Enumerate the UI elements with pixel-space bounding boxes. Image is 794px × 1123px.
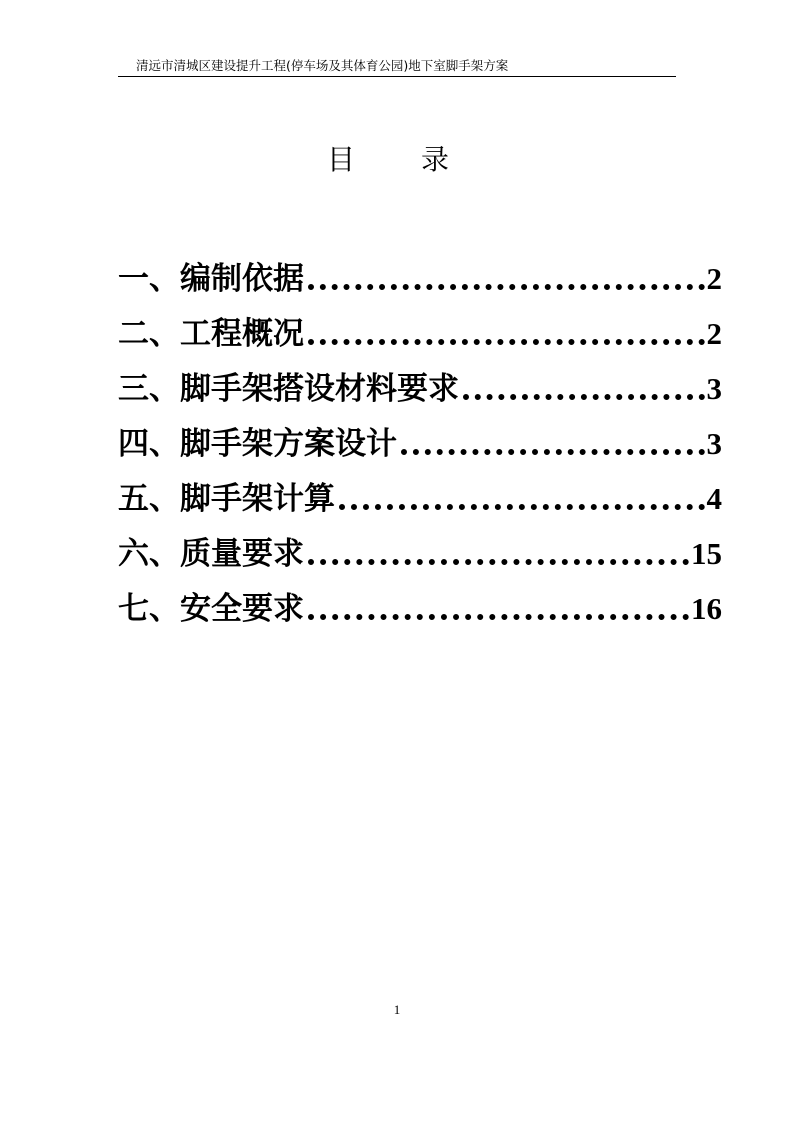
toc-dot-leader: [308, 559, 689, 565]
toc-entry-label: 四、脚手架方案设计: [118, 426, 397, 462]
toc-entry[interactable]: [118, 411, 722, 466]
toc-entry-page: 2: [706, 261, 722, 296]
toc-title-char-2: 录: [421, 143, 450, 176]
toc-entry-page: 3: [706, 371, 722, 406]
toc-dot-leader: [401, 449, 705, 455]
toc-title: [0, 140, 794, 180]
toc-entry[interactable]: [118, 246, 722, 301]
table-of-contents: [118, 246, 722, 631]
toc-dot-leader: [308, 339, 705, 345]
toc-entry-label: 六、质量要求: [118, 536, 304, 572]
toc-entry-label: 一、编制依据: [118, 261, 304, 297]
toc-entry-page: 16: [691, 591, 722, 626]
toc-dot-leader: [463, 394, 705, 400]
toc-entry[interactable]: [118, 301, 722, 356]
toc-dot-leader: [308, 284, 705, 290]
toc-entry-page: 15: [691, 536, 722, 571]
toc-entry[interactable]: [118, 576, 722, 631]
toc-title-char-1: 目: [327, 143, 356, 176]
toc-entry-page: 3: [706, 426, 722, 461]
toc-entry-label: 七、安全要求: [118, 591, 304, 627]
page-header: [118, 58, 676, 77]
page-number: 1: [393, 1002, 401, 1017]
toc-entry-page: 2: [706, 316, 722, 351]
toc-entry[interactable]: [118, 466, 722, 521]
toc-entry-label: 二、工程概况: [118, 316, 304, 352]
toc-entry-label: 五、脚手架计算: [118, 481, 335, 517]
toc-entry-page: 4: [706, 481, 722, 516]
toc-entry-label: 三、脚手架搭设材料要求: [118, 371, 459, 407]
page-footer: [0, 1002, 794, 1018]
toc-entry[interactable]: [118, 521, 722, 576]
toc-dot-leader: [339, 504, 705, 510]
toc-entry[interactable]: [118, 356, 722, 411]
toc-dot-leader: [308, 614, 689, 620]
header-text: 清远市清城区建设提升工程(停车场及其体育公园)地下室脚手架方案: [136, 58, 509, 73]
